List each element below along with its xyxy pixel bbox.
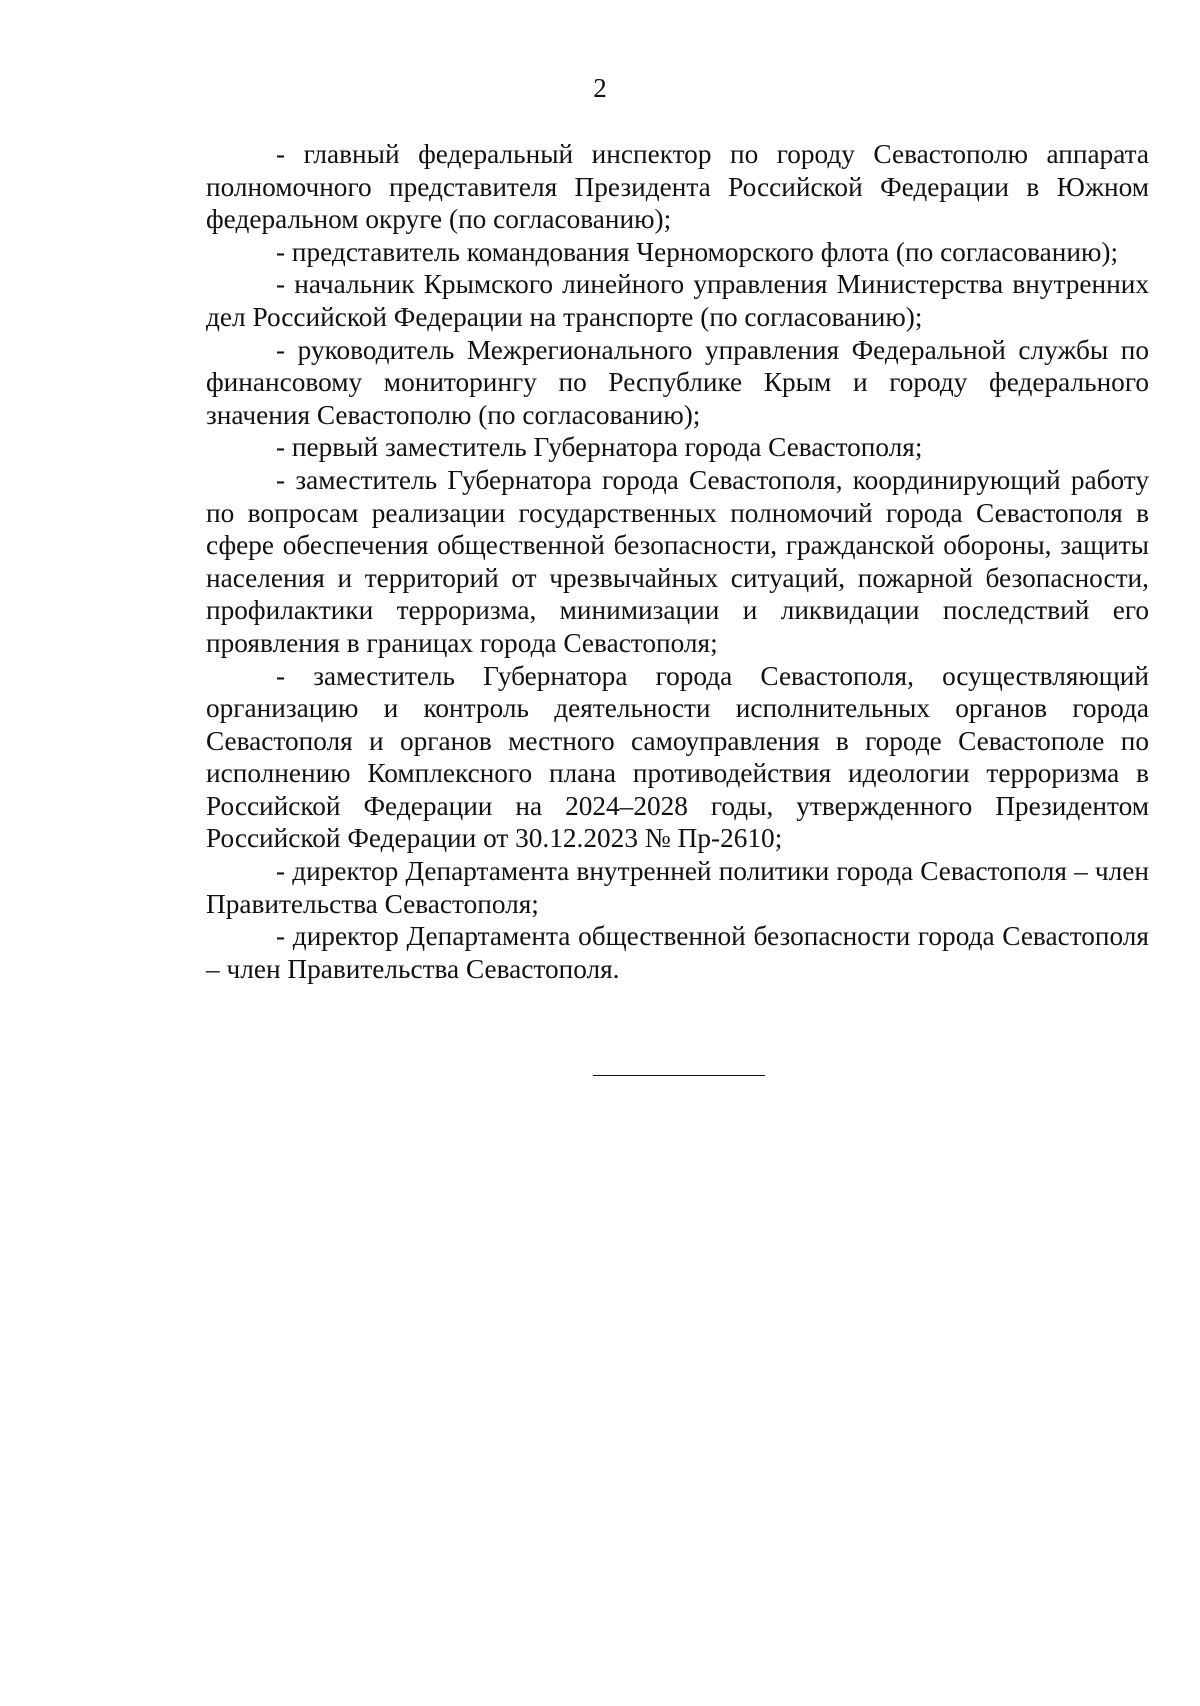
list-item-deputy-governor-control: - заместитель Губернатора города Севастополя, осуществляющий организацию и контроль деятельности исполнительных органов города Севастополя и органов местного самоуправления в городе Севастополе по исполнению Комплексного плана противодействия идеологии терроризма в Российской Федерации на 2024–2028 годы, утвержденного Президентом Российской Федерации от 30.12.2023 № Пр-2610;	[206, 660, 1149, 854]
page-number: 2	[593, 73, 607, 103]
list-item-financial-monitoring-head: - руководитель Межрегионального управления Федеральной службы по финансовому мониторингу по Республике Крым и городу федерального значения Севастополю (по согласованию);	[206, 334, 1149, 430]
list-item-deputy-governor-security: - заместитель Губернатора города Севастополя, координирующий работу по вопросам реализации государственных полномочий города Севастополя в сфере обеспечения общественной безопасности, гражданской обороны, защиты населения и территорий от чрезвычайных ситуаций, пожарной безопасности, профилактики терроризма, минимизации и ликвидации последствий его проявления в границах города Севастополя;	[206, 464, 1149, 658]
list-item-black-sea-fleet-representative: - представитель командования Черноморского флота (по согласованию);	[276, 236, 1119, 267]
list-item-federal-inspector: - главный федеральный инспектор по городу Севастополю аппарата полномочного представителя Президента Российской Федерации в Южном федеральном округе (по согласованию);	[206, 139, 1149, 235]
member-list	[206, 138, 1149, 985]
list-item-first-deputy-governor: - первый заместитель Губернатора города Севастополя;	[276, 432, 923, 463]
list-item-crimean-transport-police-head: - начальник Крымского линейного управления Министерства внутренних дел Российской Федерации на транспорте (по согласованию);	[206, 269, 1149, 332]
list-item-internal-policy-director: - директор Департамента внутренней политики города Севастополя – член Правительства Севастополя;	[206, 856, 1149, 919]
closing-rule	[593, 1075, 765, 1076]
list-item-public-safety-director: - директор Департамента общественной безопасности города Севастополя – член Правительства Севастополя.	[206, 921, 1149, 984]
